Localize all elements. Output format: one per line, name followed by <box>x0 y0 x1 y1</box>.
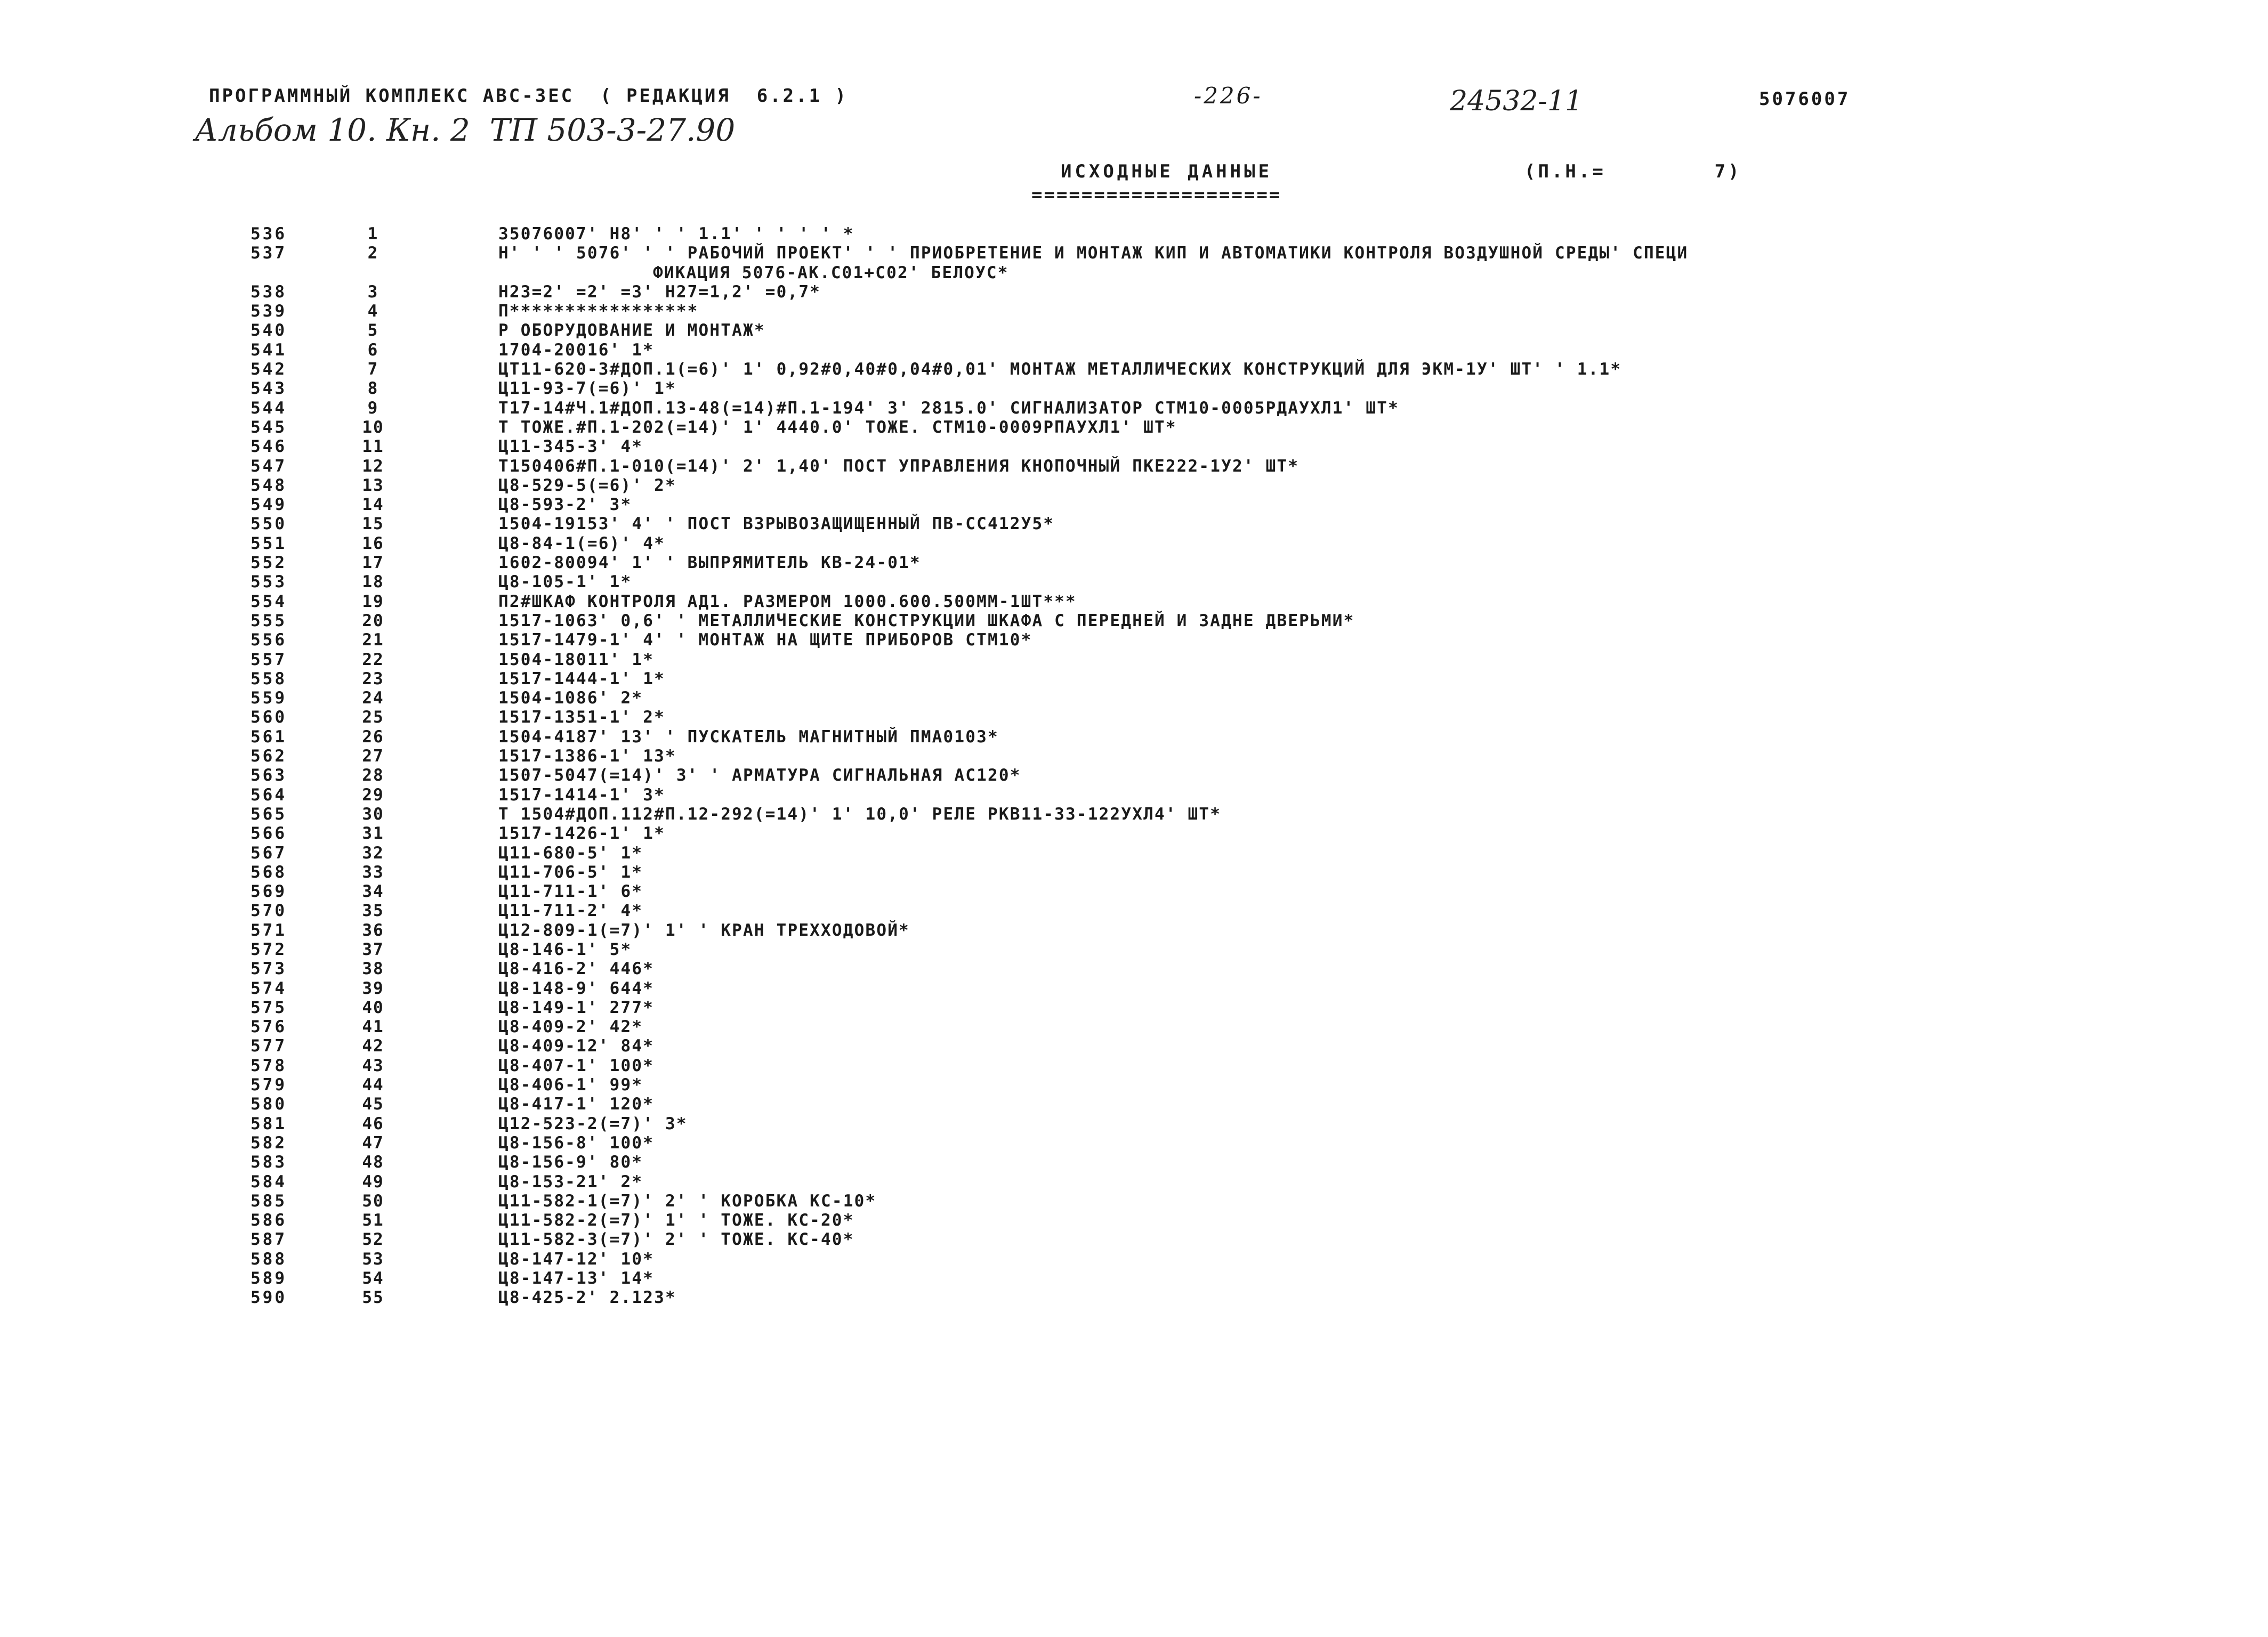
listing-row <box>0 514 2268 533</box>
sequence-number: 4 <box>367 302 379 321</box>
listing-row <box>0 1017 2268 1036</box>
line-number: 559 <box>251 688 287 708</box>
line-number: 583 <box>251 1153 287 1172</box>
sequence-number: 30 <box>362 804 384 824</box>
record-text: 1504-19153' 4' ' ПОСТ ВЗРЫВОЗАЩИЩЕННЫЙ ПВ-СС412У5* <box>498 514 1055 534</box>
line-number: 548 <box>251 475 287 495</box>
listing-row <box>0 824 2268 843</box>
listing-row <box>0 727 2268 747</box>
line-number: 539 <box>251 302 287 321</box>
record-text: Ц8-153-21' 2* <box>498 1172 643 1192</box>
listing-row <box>0 1250 2268 1269</box>
line-number: 540 <box>251 321 287 341</box>
sequence-number: 49 <box>362 1172 384 1192</box>
line-number: 563 <box>251 766 287 785</box>
listing-row <box>0 688 2268 708</box>
record-text: 1517-1414-1' 3* <box>498 785 665 805</box>
listing-row-continuation <box>0 263 2268 282</box>
sequence-number: 10 <box>362 417 384 437</box>
line-number: 558 <box>251 669 287 688</box>
sequence-number: 26 <box>362 727 384 747</box>
line-number: 576 <box>251 1017 287 1037</box>
sequence-number: 32 <box>362 843 384 863</box>
line-number: 553 <box>251 572 287 592</box>
listing-row <box>0 1133 2268 1153</box>
sequence-number: 55 <box>362 1288 384 1308</box>
line-number: 547 <box>251 456 287 476</box>
record-text: 1704-20016' 1* <box>498 340 655 360</box>
record-text: Ц8-417-1' 120* <box>498 1095 655 1114</box>
record-text: Ц8-147-13' 14* <box>498 1269 655 1288</box>
listing-row <box>0 630 2268 650</box>
sequence-number: 47 <box>362 1133 384 1153</box>
line-number: 569 <box>251 882 287 902</box>
record-text: Н' ' ' 5076' ' ' РАБОЧИЙ ПРОЕКТ' ' ' ПРИОБРЕТЕНИЕ И МОНТАЖ КИП И АВТОМАТИКИ КОНТРОЛЯ ВОЗДУШНОЙ СРЕДЫ' СПЕЦИ <box>498 244 1689 263</box>
sequence-number: 14 <box>362 495 384 515</box>
sequence-number: 19 <box>362 591 384 611</box>
listing-row <box>0 553 2268 572</box>
sequence-number: 12 <box>362 456 384 476</box>
record-text: Ц8-156-8' 100* <box>498 1133 655 1153</box>
sequence-number: 27 <box>362 747 384 766</box>
sequence-number: 44 <box>362 1075 384 1095</box>
record-text: ФИКАЦИЯ 5076-АК.С01+С02' БЕЛОУС* <box>653 263 1009 282</box>
record-text: ЦТ11-620-3#ДОП.1(=6)' 1' 0,92#0,40#0,04#0,01' МОНТАЖ МЕТАЛЛИЧЕСКИХ КОНСТРУКЦИЙ ДЛЯ ЭКМ-1У' ШТ' ' 1.1* <box>498 360 1622 379</box>
sequence-number: 52 <box>362 1230 384 1250</box>
line-number: 588 <box>251 1249 287 1269</box>
line-number: 584 <box>251 1172 287 1192</box>
record-text: Т 1504#ДОП.112#П.12-292(=14)' 1' 10,0' РЕЛЕ РКВ11-33-122УХЛ4' ШТ* <box>498 804 1222 824</box>
listing-row <box>0 1075 2268 1095</box>
record-text: Ц11-680-5' 1* <box>498 843 643 863</box>
section-underline: ==================== <box>1031 184 1282 206</box>
record-text: Ц8-416-2' 446* <box>498 959 655 979</box>
listing-row <box>0 476 2268 495</box>
sequence-number: 46 <box>362 1114 384 1133</box>
sequence-number: 17 <box>362 553 384 573</box>
listing-row <box>0 708 2268 727</box>
listing-row <box>0 1211 2268 1230</box>
line-number: 586 <box>251 1211 287 1230</box>
line-number: 573 <box>251 959 287 979</box>
listing-row <box>0 785 2268 805</box>
sequence-number: 53 <box>362 1249 384 1269</box>
listing-row <box>0 959 2268 978</box>
page-parameter: (П.Н.= 7) <box>1524 161 1742 182</box>
line-number: 555 <box>251 611 287 630</box>
listing-row <box>0 457 2268 476</box>
record-text: Ц8-407-1' 100* <box>498 1056 655 1075</box>
line-number: 552 <box>251 553 287 573</box>
listing-row <box>0 766 2268 785</box>
sequence-number: 35 <box>362 901 384 921</box>
listing-row <box>0 321 2268 340</box>
listing-row <box>0 998 2268 1017</box>
sequence-number: 38 <box>362 959 384 979</box>
record-text: 1602-80094' 1' ' ВЫПРЯМИТЕЛЬ КВ-24-01* <box>498 553 921 573</box>
listing-row <box>0 282 2268 302</box>
listing-row <box>0 534 2268 553</box>
record-text: Ц8-156-9' 80* <box>498 1153 643 1172</box>
record-text: 35076007' Н8' ' ' 1.1' ' ' ' ' * <box>498 224 854 244</box>
sequence-number: 15 <box>362 514 384 534</box>
line-number: 571 <box>251 920 287 940</box>
sequence-number: 1 <box>367 224 379 244</box>
album-note: Альбом 10. Кн. 2 ТП 503-3-27.90 <box>195 112 736 148</box>
line-number: 579 <box>251 1075 287 1095</box>
listing-row <box>0 224 2268 244</box>
sequence-number: 3 <box>367 282 379 302</box>
line-number: 575 <box>251 998 287 1017</box>
sequence-number: 51 <box>362 1211 384 1230</box>
line-number: 550 <box>251 514 287 534</box>
line-number: 564 <box>251 785 287 805</box>
line-number: 543 <box>251 379 287 399</box>
record-text: 1517-1351-1' 2* <box>498 708 665 727</box>
record-text: Ц11-93-7(=6)' 1* <box>498 379 676 399</box>
listing-row <box>0 341 2268 360</box>
record-text: Ц11-582-2(=7)' 1' ' ТОЖЕ. КС-20* <box>498 1211 854 1230</box>
listing-row <box>0 882 2268 901</box>
line-number: 574 <box>251 978 287 998</box>
listing-row <box>0 1056 2268 1075</box>
record-text: 1517-1426-1' 1* <box>498 824 665 844</box>
record-text: Ц11-706-5' 1* <box>498 862 643 882</box>
record-text: Ц8-149-1' 277* <box>498 998 655 1017</box>
listing-row <box>0 1230 2268 1249</box>
line-number: 578 <box>251 1056 287 1075</box>
record-text: Ц11-345-3' 4* <box>498 437 643 457</box>
record-text: 1517-1063' 0,6' ' МЕТАЛЛИЧЕСКИЕ КОНСТРУКЦИИ ШКАФА С ПЕРЕДНЕЙ И ЗАДНЕ ДВЕРЬМИ* <box>498 611 1355 630</box>
listing-row <box>0 1153 2268 1172</box>
sequence-number: 33 <box>362 862 384 882</box>
record-text: Ц8-146-1' 5* <box>498 939 632 959</box>
handwritten-code: 24532-11 <box>1450 85 1583 117</box>
record-text: Ц8-147-12' 10* <box>498 1249 655 1269</box>
listing-row <box>0 901 2268 920</box>
listing-row <box>0 1192 2268 1211</box>
sequence-number: 9 <box>367 398 379 418</box>
record-text: Р ОБОРУДОВАНИЕ И МОНТАЖ* <box>498 321 765 341</box>
line-number: 562 <box>251 747 287 766</box>
page-number: -226- <box>1194 83 1263 109</box>
sequence-number: 54 <box>362 1269 384 1288</box>
listing-row <box>0 379 2268 398</box>
record-text: П2#ШКАФ КОНТРОЛЯ АД1. РАЗМЕРОМ 1000.600.500ММ-1ШТ*** <box>498 591 1077 611</box>
sequence-number: 7 <box>367 360 379 379</box>
line-number: 589 <box>251 1269 287 1288</box>
sequence-number: 42 <box>362 1036 384 1056</box>
sequence-number: 40 <box>362 998 384 1017</box>
listing-row <box>0 844 2268 863</box>
line-number: 542 <box>251 360 287 379</box>
sequence-number: 43 <box>362 1056 384 1075</box>
record-text: Ц8-425-2' 2.123* <box>498 1288 676 1308</box>
sequence-number: 31 <box>362 824 384 844</box>
listing-row <box>0 1172 2268 1192</box>
sequence-number: 50 <box>362 1191 384 1211</box>
line-number: 561 <box>251 727 287 747</box>
line-number: 567 <box>251 843 287 863</box>
sequence-number: 22 <box>362 650 384 669</box>
line-number: 545 <box>251 417 287 437</box>
line-number: 572 <box>251 939 287 959</box>
record-text: П***************** <box>498 302 699 321</box>
listing-row <box>0 669 2268 688</box>
listing-row <box>0 863 2268 882</box>
line-number: 549 <box>251 495 287 515</box>
listing-row <box>0 399 2268 418</box>
listing-row <box>0 921 2268 940</box>
line-number: 551 <box>251 533 287 553</box>
sequence-number: 34 <box>362 882 384 902</box>
record-text: Ц11-582-3(=7)' 2' ' ТОЖЕ. КС-40* <box>498 1230 854 1250</box>
line-number: 590 <box>251 1288 287 1308</box>
record-text: Ц11-582-1(=7)' 2' ' КОРОБКА КС-10* <box>498 1191 877 1211</box>
sequence-number: 29 <box>362 785 384 805</box>
listing-row <box>0 302 2268 321</box>
listing-row <box>0 611 2268 630</box>
listing-row <box>0 805 2268 824</box>
listing-row <box>0 437 2268 456</box>
listing-row <box>0 572 2268 591</box>
line-number: 546 <box>251 437 287 457</box>
sequence-number: 28 <box>362 766 384 785</box>
program-header: ПРОГРАММНЫЙ КОМПЛЕКС АВС-3ЕС ( РЕДАКЦИЯ 6.2.1 ) <box>209 85 849 107</box>
line-number: 565 <box>251 804 287 824</box>
listing-row <box>0 360 2268 379</box>
listing-row <box>0 1114 2268 1133</box>
record-text: Ц8-84-1(=6)' 4* <box>498 533 665 553</box>
line-number: 585 <box>251 1191 287 1211</box>
line-number: 554 <box>251 591 287 611</box>
line-number: 587 <box>251 1230 287 1250</box>
sequence-number: 21 <box>362 630 384 650</box>
sequence-number: 23 <box>362 669 384 688</box>
record-text: 1517-1386-1' 13* <box>498 747 676 766</box>
record-text: Ц11-711-1' 6* <box>498 882 643 902</box>
sequence-number: 2 <box>367 244 379 263</box>
sequence-number: 18 <box>362 572 384 592</box>
line-number: 566 <box>251 824 287 844</box>
record-text: 1507-5047(=14)' 3' ' АРМАТУРА СИГНАЛЬНАЯ АС120* <box>498 766 1021 785</box>
record-text: 1517-1479-1' 4' ' МОНТАЖ НА ЩИТЕ ПРИБОРОВ СТМ10* <box>498 630 1032 650</box>
line-number: 536 <box>251 224 287 244</box>
sequence-number: 13 <box>362 475 384 495</box>
listing-row <box>0 979 2268 998</box>
sequence-number: 8 <box>367 379 379 399</box>
record-text: Ц12-809-1(=7)' 1' ' КРАН ТРЕХХОДОВОЙ* <box>498 920 910 940</box>
line-number: 580 <box>251 1095 287 1114</box>
sequence-number: 25 <box>362 708 384 727</box>
record-text: Ц8-409-12' 84* <box>498 1036 655 1056</box>
data-listing <box>0 224 2268 1308</box>
record-text: Ц8-406-1' 99* <box>498 1075 643 1095</box>
listing-row <box>0 747 2268 766</box>
sequence-number: 11 <box>362 437 384 457</box>
record-text: Т ТОЖЕ.#П.1-202(=14)' 1' 4440.0' ТОЖЕ. СТМ10-0009РПАУХЛ1' ШТ* <box>498 417 1177 437</box>
listing-row <box>0 940 2268 959</box>
record-text: Ц8-593-2' 3* <box>498 495 632 515</box>
record-text: 1517-1444-1' 1* <box>498 669 665 688</box>
line-number: 544 <box>251 398 287 418</box>
line-number: 570 <box>251 901 287 921</box>
listing-row <box>0 1288 2268 1307</box>
sequence-number: 39 <box>362 978 384 998</box>
sequence-number: 37 <box>362 939 384 959</box>
sequence-number: 45 <box>362 1095 384 1114</box>
record-text: 1504-18011' 1* <box>498 650 655 669</box>
line-number: 560 <box>251 708 287 727</box>
record-text: 1504-4187' 13' ' ПУСКАТЕЛЬ МАГНИТНЫЙ ПМА0103* <box>498 727 999 747</box>
line-number: 541 <box>251 340 287 360</box>
record-text: Ц11-711-2' 4* <box>498 901 643 921</box>
sequence-number: 16 <box>362 533 384 553</box>
line-number: 582 <box>251 1133 287 1153</box>
line-number: 538 <box>251 282 287 302</box>
sequence-number: 5 <box>367 321 379 341</box>
record-text: Н23=2' =2' =3' Н27=1,2' =0,7* <box>498 282 821 302</box>
sequence-number: 24 <box>362 688 384 708</box>
record-text: Т17-14#Ч.1#ДОП.13-48(=14)#П.1-194' 3' 2815.0' СИГНАЛИЗАТОР СТМ10-0005РДАУХЛ1' ШТ* <box>498 398 1399 418</box>
record-text: 1504-1086' 2* <box>498 688 643 708</box>
sequence-number: 41 <box>362 1017 384 1037</box>
listing-row <box>0 1269 2268 1288</box>
line-number: 556 <box>251 630 287 650</box>
sequence-number: 6 <box>367 340 379 360</box>
section-title: ИСХОДНЫЕ ДАННЫЕ <box>1061 161 1273 182</box>
record-text: Т150406#П.1-010(=14)' 2' 1,40' ПОСТ УПРАВЛЕНИЯ КНОПОЧНЫЙ ПКЕ222-1У2' ШТ* <box>498 456 1300 476</box>
listing-row <box>0 1095 2268 1114</box>
line-number: 577 <box>251 1036 287 1056</box>
listing-row <box>0 495 2268 514</box>
record-text: Ц8-529-5(=6)' 2* <box>498 475 676 495</box>
record-text: Ц8-105-1' 1* <box>498 572 632 592</box>
listing-row <box>0 244 2268 263</box>
line-number: 568 <box>251 862 287 882</box>
listing-row <box>0 1036 2268 1056</box>
listing-row <box>0 418 2268 437</box>
record-text: Ц12-523-2(=7)' 3* <box>498 1114 688 1133</box>
listing-row <box>0 650 2268 669</box>
sequence-number: 20 <box>362 611 384 630</box>
sequence-number: 36 <box>362 920 384 940</box>
line-number: 581 <box>251 1114 287 1133</box>
record-text: Ц8-148-9' 644* <box>498 978 655 998</box>
listing-row <box>0 592 2268 611</box>
document-code: 5076007 <box>1759 88 1851 110</box>
line-number: 537 <box>251 244 287 263</box>
sequence-number: 48 <box>362 1153 384 1172</box>
record-text: Ц8-409-2' 42* <box>498 1017 643 1037</box>
line-number: 557 <box>251 650 287 669</box>
